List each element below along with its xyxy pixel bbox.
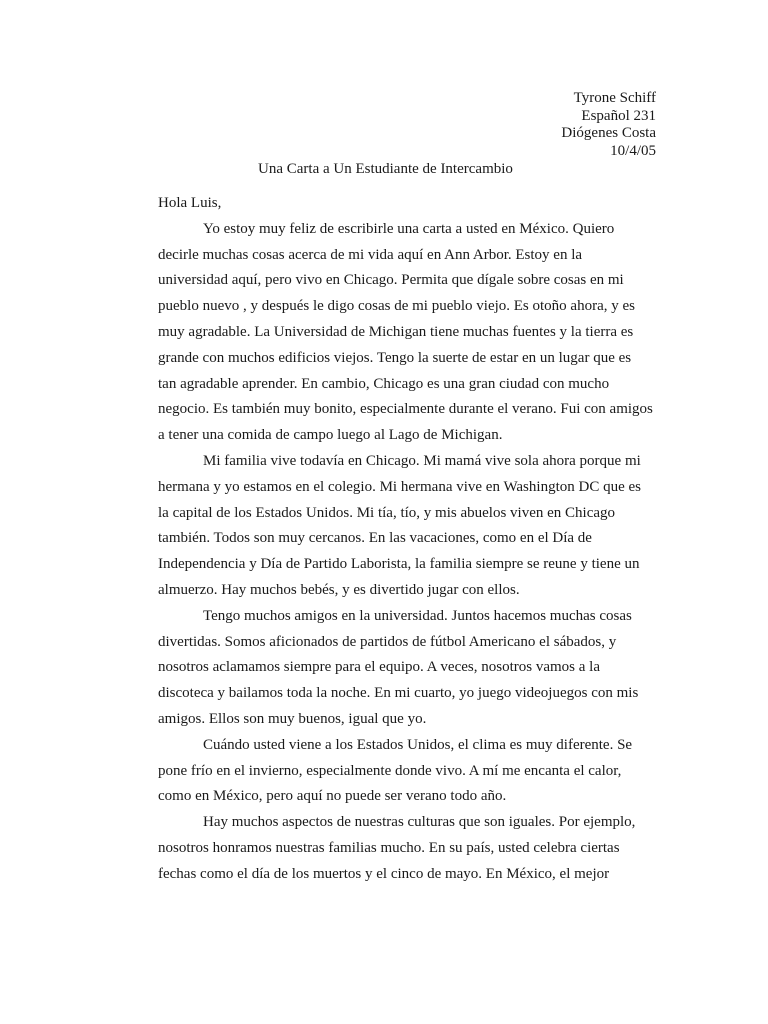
instructor-name: Diógenes Costa [561, 125, 656, 141]
document-title: Una Carta a Un Estudiante de Intercambio [258, 161, 513, 177]
body-line: universidad aquí, pero vivo en Chicago. Permita que dígale sobre cosas en mi [158, 272, 624, 289]
author-name: Tyrone Schiff [573, 90, 656, 106]
body-line: nosotros aclamamos siempre para el equipo. A veces, nosotros vamos a la [158, 659, 600, 676]
body-line: también. Todos son muy cercanos. En las vacaciones, como en el Día de [158, 530, 592, 547]
body-line: hermana y yo estamos en el colegio. Mi hermana vive en Washington DC que es [158, 478, 641, 495]
body-line: Independencia y Día de Partido Laborista, la familia siempre se reune y tiene un [158, 556, 640, 573]
greeting-line: Hola Luis, [158, 195, 222, 211]
header-block [561, 90, 656, 160]
body-line: Mi familia vive todavía en Chicago. Mi mamá vive sola ahora porque mi [203, 452, 641, 469]
body-line: Yo estoy muy feliz de escribirle una carta a usted en México. Quiero [203, 220, 615, 237]
body-line: negocio. Es también muy bonito, especialmente durante el verano. Fui con amigos [158, 401, 653, 418]
body-line: pueblo nuevo , y después le digo cosas de mi pueblo viejo. Es otoño ahora, y es [158, 298, 635, 315]
body-line: almuerzo. Hay muchos bebés, y es divertido jugar con ellos. [158, 581, 520, 598]
body-line: Tengo muchos amigos en la universidad. Juntos hacemos muchas cosas [203, 607, 632, 624]
letter-body [158, 191, 653, 888]
document-date: 10/4/05 [610, 142, 656, 159]
body-line: a tener una comida de campo luego al Lago de Michigan. [158, 427, 503, 444]
body-line: nosotros honramos nuestras familias mucho. En su país, usted celebra ciertas [158, 839, 620, 856]
body-line: grande con muchos edificios viejos. Tengo la suerte de estar en un lugar que es [158, 349, 632, 366]
body-line: la capital de los Estados Unidos. Mi tía, tío, y mis abuelos viven en Chicago [158, 504, 616, 521]
body-line: amigos. Ellos son muy buenos, igual que yo. [158, 710, 427, 727]
body-line: fechas como el día de los muertos y el cinco de mayo. En México, el mejor [158, 865, 610, 882]
course-name: Español 231 [581, 107, 656, 124]
body-line: pone frío en el invierno, especialmente donde vivo. A mí me encanta el calor, [158, 762, 622, 779]
body-line: Hay muchos aspectos de nuestras culturas que son iguales. Por ejemplo, [203, 814, 636, 831]
body-line: muy agradable. La Universidad de Michigan tiene muchas fuentes y la tierra es [158, 323, 634, 340]
body-line: tan agradable aprender. En cambio, Chicago es una gran ciudad con mucho [158, 375, 610, 392]
body-line: como en México, pero aquí no puede ser verano todo año. [158, 788, 507, 805]
body-line: discoteca y bailamos toda la noche. En mi cuarto, yo juego videojuegos con mis [158, 685, 639, 702]
body-line: decirle muchas cosas acerca de mi vida aquí en Ann Arbor. Estoy en la [158, 246, 583, 263]
body-line: Cuándo usted viene a los Estados Unidos, el clima es muy diferente. Se [203, 736, 633, 753]
body-line: divertidas. Somos aficionados de partidos de fútbol Americano el sábados, y [158, 633, 617, 650]
